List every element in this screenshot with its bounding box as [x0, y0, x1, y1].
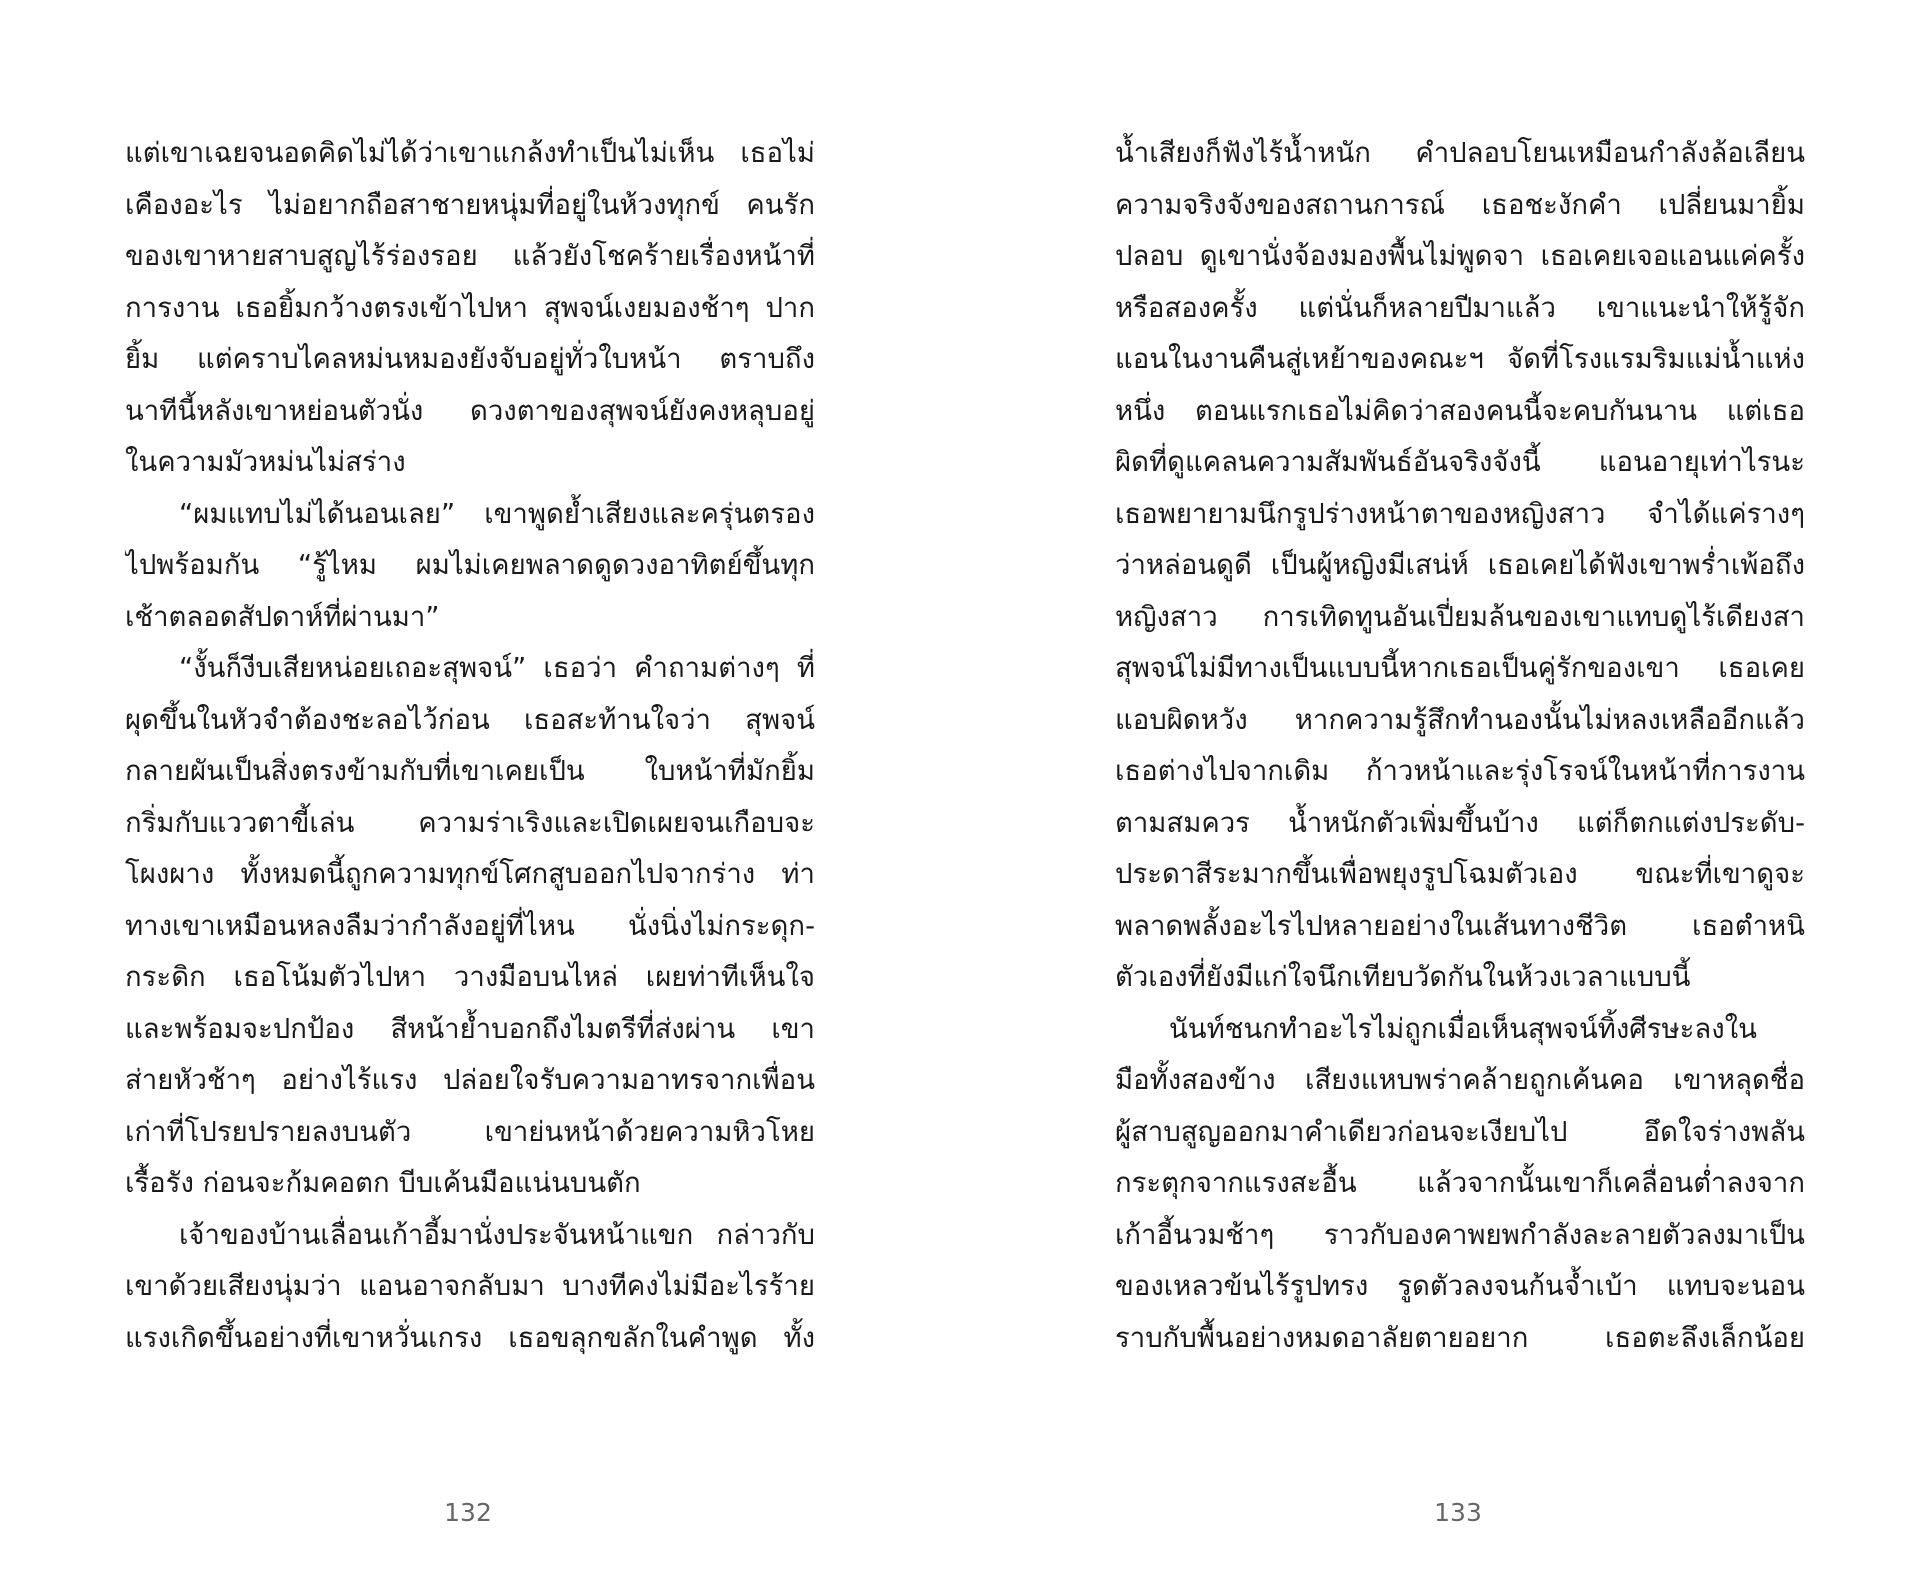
text-line: พลาดพลั้งอะไรไปหลายอย่างในเส้นทางชีวิต เธอตำหนิ	[1115, 909, 1805, 942]
text-line: แอนในงานคืนสู่เหย้าของคณะฯ จัดที่โรงแรมริมแม่น้ำแห่ง	[1115, 343, 1805, 375]
text-line: เคืองอะไร ไม่อยากถือสาชายหนุ่มที่อยู่ในห้วงทุกข์ คนรัก	[125, 188, 815, 221]
text-line: แอบผิดหวัง หากความรู้สึกทำนองนั้นไม่หลงเหลืออีกแล้ว	[1115, 703, 1805, 736]
text-line: กริ่มกับแววตาขี้เล่น ความร่าเริงและเปิดเผยจนเกือบจะ	[125, 806, 815, 839]
text-line: ผู้สาบสูญออกมาคำเดียวก่อนจะเงียบไป อึดใจร่างพลัน	[1115, 1115, 1805, 1148]
text-line: กระดิก เธอโน้มตัวไปหา วางมือบนไหล่ เผยท่าทีเห็นใจ	[125, 961, 815, 993]
text-line: น้ำเสียงก็ฟังไร้น้ำหนัก คำปลอบโยนเหมือนกำลังล้อเลียน	[1115, 137, 1805, 169]
text-line: กระตุกจากแรงสะอื้น แล้วจากนั้นเขาก็เคลื่อนต่ำลงจาก	[1115, 1167, 1805, 1199]
text-line: ความจริงจังของสถานการณ์ เธอชะงักคำ เปลี่ยนมายิ้ม	[1115, 188, 1805, 221]
text-line: เขาด้วยเสียงนุ่มว่า แอนอาจกลับมา บางทีคงไม่มีอะไรร้าย	[125, 1270, 815, 1302]
text-line: กลายผันเป็นสิ่งตรงข้ามกับที่เขาเคยเป็น ใบหน้าที่มักยิ้ม	[125, 755, 815, 787]
text-line: เช้าตลอดสัปดาห์ที่ผ่านมา”	[125, 600, 440, 633]
text-line: เธอพยายามนึกรูปร่างหน้าตาของหญิงสาว จำได้แค่รางๆ	[1115, 497, 1805, 530]
text-line: ส่ายหัวช้าๆ อย่างไร้แรง ปล่อยใจรับความอาทรจากเพื่อน	[125, 1064, 815, 1096]
text-line: “ผมแทบไม่ได้นอนเลย” เขาพูดย้ำเสียงและครุ่นตรอง	[179, 497, 815, 530]
right-page	[1115, 128, 1805, 1364]
text-line: เจ้าของบ้านเลื่อนเก้าอี้มานั่งประจันหน้าแขก กล่าวกับ	[179, 1218, 815, 1251]
text-line: ผิดที่ดูแคลนความสัมพันธ์อันจริงจังนี้ แอนอายุเท่าไรนะ	[1115, 446, 1805, 478]
text-line: การงาน เธอยิ้มกว้างตรงเข้าไปหา สุพจน์เงยมองช้าๆ ปาก	[125, 291, 815, 324]
text-line: มือทั้งสองข้าง เสียงแหบพร่าคล้ายถูกเค้นคอ เขาหลุดชื่อ	[1115, 1064, 1805, 1096]
text-line: หนึ่ง ตอนแรกเธอไม่คิดว่าสองคนนี้จะคบกันนาน แต่เธอ	[1115, 394, 1805, 427]
text-line: ทางเขาเหมือนหลงลืมว่ากำลังอยู่ที่ไหน นั่งนิ่งไม่กระดุก-	[125, 909, 815, 942]
text-line: เก้าอี้นวมช้าๆ ราวกับองคาพยพกำลังละลายตัวลงมาเป็น	[1115, 1218, 1805, 1251]
text-line: หญิงสาว การเทิดทูนอันเปี่ยมล้นของเขาแทบดูไร้เดียงสา	[1115, 600, 1805, 633]
text-line: และพร้อมจะปกป้อง สีหน้าย้ำบอกถึงไมตรีที่ส่งผ่าน เขา	[125, 1012, 815, 1045]
text-line: สุพจน์ไม่มีทางเป็นแบบนี้หากเธอเป็นคู่รักของเขา เธอเคย	[1115, 652, 1805, 684]
text-line: เก่าที่โปรยปรายลงบนตัว เขาย่นหน้าด้วยความหิวโหย	[125, 1115, 815, 1148]
text-line: “งั้นก็งีบเสียหน่อยเถอะสุพจน์” เธอว่า คำถามต่างๆ ที่	[179, 652, 815, 684]
text-line: ของเขาหายสาบสูญไร้ร่องรอย แล้วยังโชคร้ายเรื่องหน้าที่	[125, 240, 815, 272]
text-line: เธอต่างไปจากเดิม ก้าวหน้าและรุ่งโรจน์ในหน้าที่การงาน	[1115, 755, 1805, 787]
text-line: ของเหลวข้นไร้รูปทรง รูดตัวลงจนก้นจ้ำเบ้า แทบจะนอน	[1115, 1270, 1805, 1302]
page-number-left: 132	[444, 1498, 492, 1527]
text-line: ตัวเองที่ยังมีแก่ใจนึกเทียบวัดกันในห้วงเวลาแบบนี้	[1115, 961, 1691, 993]
text-line: แรงเกิดขึ้นอย่างที่เขาหวั่นเกรง เธอขลุกขลักในคำพูด ทั้ง	[125, 1321, 815, 1354]
text-line: ไปพร้อมกัน “รู้ไหม ผมไม่เคยพลาดดูดวงอาทิตย์ขึ้นทุก	[125, 549, 815, 581]
left-page	[125, 128, 815, 1364]
text-line: แต่เขาเฉยจนอดคิดไม่ได้ว่าเขาแกล้งทำเป็นไม่เห็น เธอไม่	[125, 137, 815, 169]
text-line: ตามสมควร น้ำหนักตัวเพิ่มขึ้นบ้าง แต่ก็ตกแต่งประดับ-	[1115, 806, 1805, 839]
text-line: โผงผาง ทั้งหมดนี้ถูกความทุกข์โศกสูบออกไปจากร่าง ท่า	[125, 858, 815, 890]
text-line: ประดาสีระมากขึ้นเพื่อพยุงรูปโฉมตัวเอง ขณะที่เขาดูจะ	[1115, 858, 1805, 890]
text-line: นาทีนี้หลังเขาหย่อนตัวนั่ง ดวงตาของสุพจน์ยังคงหลุบอยู่	[125, 394, 815, 427]
text-line: ราบกับพื้นอย่างหมดอาลัยตายอยาก เธอตะลึงเล็กน้อย	[1115, 1321, 1805, 1354]
text-line: ยิ้ม แต่คราบไคลหม่นหมองยังจับอยู่ทั่วใบหน้า ตราบถึง	[125, 343, 815, 375]
text-line: นันท์ชนกทำอะไรไม่ถูกเมื่อเห็นสุพจน์ทิ้งศีรษะลงใน	[1169, 1012, 1757, 1045]
text-line: เรื้อรัง ก่อนจะก้มคอตก บีบเค้นมือแน่นบนตัก	[125, 1167, 641, 1199]
page-number-right: 133	[1434, 1498, 1482, 1527]
text-line: ว่าหล่อนดูดี เป็นผู้หญิงมีเสน่ห์ เธอเคยได้ฟังเขาพร่ำเพ้อถึง	[1115, 549, 1805, 581]
text-line: ปลอบ ดูเขานั่งจ้องมองพื้นไม่พูดจา เธอเคยเจอแอนแค่ครั้ง	[1115, 240, 1805, 272]
text-line: หรือสองครั้ง แต่นั่นก็หลายปีมาแล้ว เขาแนะนำให้รู้จัก	[1115, 291, 1805, 324]
text-line: ผุดขึ้นในหัวจำต้องชะลอไว้ก่อน เธอสะท้านใจว่า สุพจน์	[125, 703, 815, 736]
text-line: ในความมัวหม่นไม่สร่าง	[125, 446, 406, 478]
